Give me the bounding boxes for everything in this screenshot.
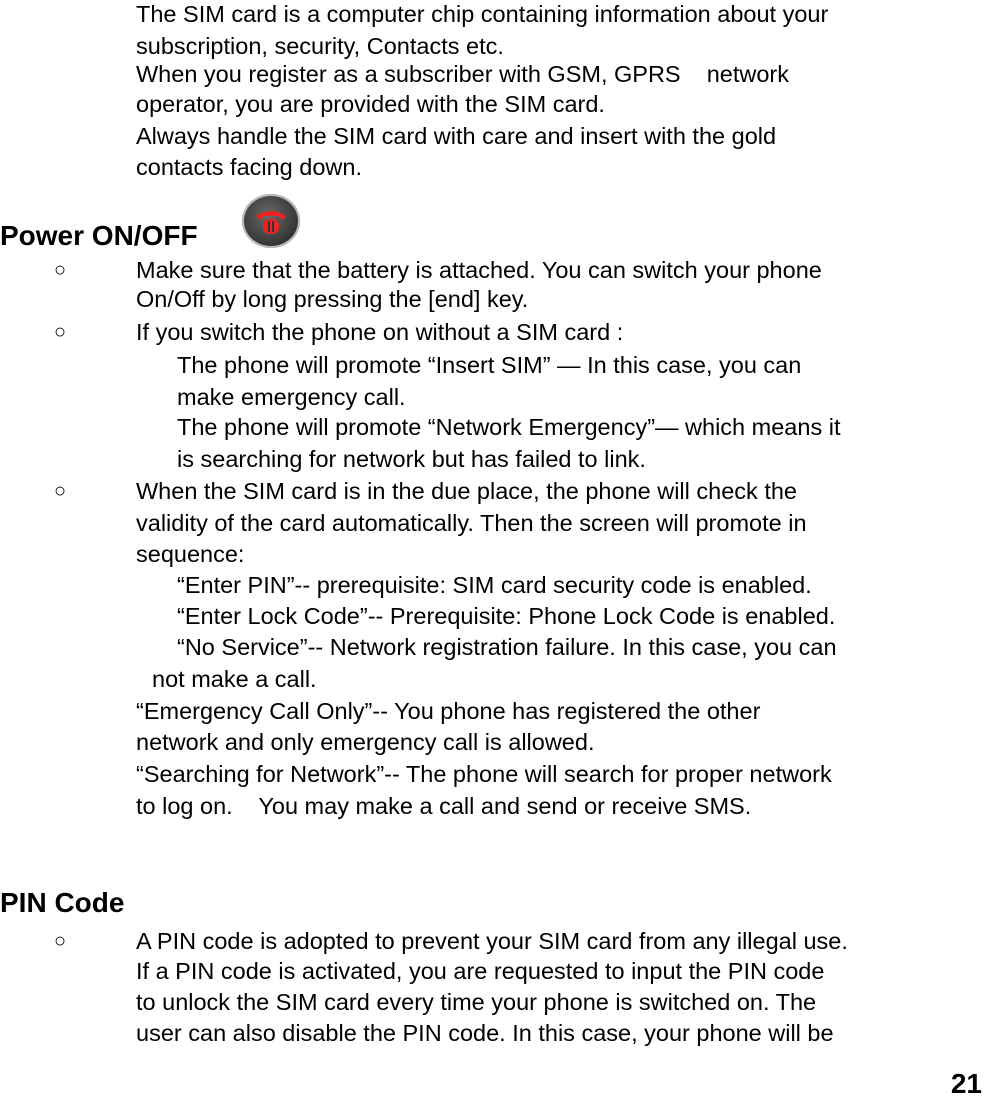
intro-line: contacts facing down. (136, 154, 362, 180)
power-line: to log on. You may make a call and send or receive SMS. (136, 793, 752, 819)
power-line: The phone will promote “Network Emergency”— which means it (177, 414, 841, 440)
end-key-phone-icon (242, 194, 300, 248)
power-line: “No Service”-- Network registration failure. In this case, you can (177, 634, 837, 660)
bullet: ○ (54, 930, 67, 952)
power-line: network and only emergency call is allowed. (136, 729, 595, 755)
power-line: sequence: (136, 541, 245, 567)
pin-line: If a PIN code is activated, you are requested to input the PIN code (136, 958, 825, 984)
bullet: ○ (54, 259, 67, 281)
pin-line: user can also disable the PIN code. In this case, your phone will be (136, 1020, 834, 1046)
power-line: On/Off by long pressing the [end] key. (136, 286, 529, 312)
pin-line: A PIN code is adopted to prevent your SIM card from any illegal use. (136, 928, 848, 954)
power-line: “Emergency Call Only”-- You phone has registered the other (136, 698, 761, 724)
intro-line: Always handle the SIM card with care and insert with the gold (136, 123, 777, 149)
power-line: “Enter PIN”-- prerequisite: SIM card security code is enabled. (177, 572, 812, 598)
power-heading: Power ON/OFF (0, 220, 198, 251)
power-line: The phone will promote “Insert SIM” — In this case, you can (177, 352, 802, 378)
power-line: When the SIM card is in the due place, the phone will check the (136, 478, 797, 504)
bullet: ○ (54, 480, 67, 502)
power-line: Make sure that the battery is attached. You can switch your phone (136, 257, 822, 283)
pin-line: to unlock the SIM card every time your phone is switched on. The (136, 989, 817, 1015)
intro-line: When you register as a subscriber with GSM, GPRS network (136, 61, 790, 87)
power-line: “Searching for Network”-- The phone will search for proper network (136, 761, 832, 787)
pin-heading: PIN Code (0, 887, 125, 918)
power-line: not make a call. (152, 666, 317, 692)
intro-line: The SIM card is a computer chip containing information about your (136, 1, 829, 27)
power-line: make emergency call. (177, 384, 406, 410)
bullet: ○ (54, 321, 67, 343)
power-line: validity of the card automatically. Then the screen will promote in (136, 510, 807, 536)
intro-line: operator, you are provided with the SIM card. (136, 91, 605, 117)
power-line: If you switch the phone on without a SIM card : (136, 319, 624, 345)
power-line: “Enter Lock Code”-- Prerequisite: Phone Lock Code is enabled. (177, 603, 836, 629)
page-number: 21 (950, 1068, 982, 1096)
intro-line: subscription, security, Contacts etc. (136, 33, 504, 59)
power-line: is searching for network but has failed to link. (177, 446, 646, 472)
